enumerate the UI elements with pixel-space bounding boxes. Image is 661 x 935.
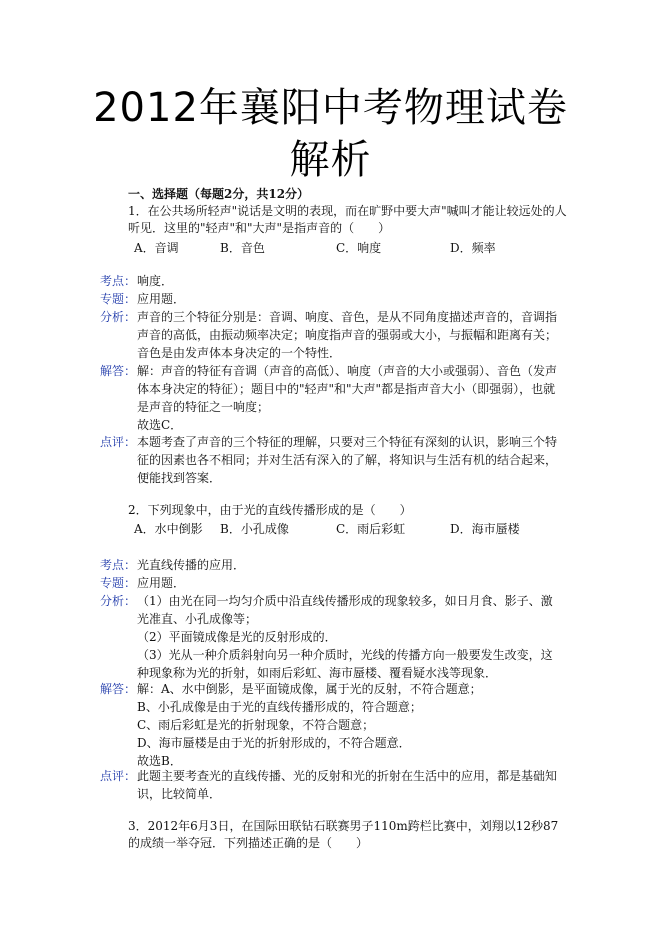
question-2-option-b: B．小孔成像	[220, 522, 289, 536]
q2-fenxi	[137, 592, 561, 682]
dianping-label: 点评：	[100, 769, 137, 783]
jieda-label: 解答：	[100, 364, 137, 378]
q2-jieda	[137, 680, 561, 770]
section-heading: 一、选择题（每题2分，共12分）	[128, 187, 310, 201]
kaodian-label: 考点：	[100, 558, 137, 572]
q1-zhuanti: 应用题．	[137, 292, 186, 306]
page-title: 2012年襄阳中考物理试卷	[93, 85, 568, 131]
q1-dianping: 本题考查了声音的三个特征的理解，只要对三个特征有深刻的认识，影响三个特征的因素也各不相同；并对生活有深入的了解，将知识与生活有机的结合起来，便能找到答案．	[137, 435, 558, 485]
q2-jieda-line-d: D、海市蜃楼是由于光的折射形成的，不符合题意．	[137, 736, 411, 750]
q1-jieda	[137, 362, 561, 434]
q1-kaodian: 响度．	[137, 274, 174, 288]
fenxi-label: 分析：	[100, 594, 137, 608]
fenxi-label: 分析：	[100, 310, 137, 324]
question-2-text: 2．下列现象中，由于光的直线传播形成的是（ ）	[128, 503, 412, 517]
q2-dianping: 此题主要考查光的直线传播、光的反射和光的折射在生活中的应用，都是基础知识，比较简单．	[137, 769, 558, 801]
zhuanti-label: 专题：	[100, 576, 137, 590]
question-2-option-a: A．水中倒影	[134, 522, 203, 536]
page-title-line2: 解析	[289, 137, 372, 183]
dianping-label: 点评：	[100, 435, 137, 449]
question-1-text: 1．在公共场所轻声"说话是文明的表现，而在旷野中要大声"喊叫才能让较远处的人听见．这里的"轻声"和"大声"是指声音的（ ）	[128, 204, 567, 235]
q2-fenxi-line-2: （2）平面镜成像是光的反射形成的．	[137, 630, 337, 644]
question-1-option-d: D．频率	[450, 241, 496, 255]
question-1-option-b: B．音色	[220, 241, 265, 255]
question-3-text: 3．2012年6月3日，在国际田联钻石联赛男子110m跨栏比赛中，刘翔以12秒87的成绩一举夺冠．下列描述正确的是（ ）	[128, 819, 559, 850]
q2-zhuanti: 应用题．	[137, 576, 186, 590]
q2-fenxi-line-3: （3）光从一种介质斜射向另一种介质时，光线的传播方向一般要发生改变，这种现象称为光的折射，如雨后彩虹、海市蜃楼、覆看疑水浅等现象．	[137, 648, 553, 680]
kaodian-label: 考点：	[100, 274, 137, 288]
jieda-label: 解答：	[100, 682, 137, 696]
q2-jieda-answer: 故选B．	[137, 754, 182, 768]
q1-fenxi: 声音的三个特征分别是：音调、响度、音色，是从不同角度描述声音的，音调指声音的高低，由振动频率决定；响度指声音的强弱或大小，与振幅和距离有关；音色是由发声体本身决定的一个特性．	[137, 310, 558, 360]
zhuanti-label: 专题：	[100, 292, 137, 306]
question-2-option-d: D．海市蜃楼	[450, 522, 520, 536]
q2-jieda-line-b: B、小孔成像是由于光的直线传播形成的，符合题意；	[137, 700, 422, 714]
q2-kaodian: 光直线传播的应用．	[137, 558, 246, 572]
q2-jieda-line-a: 解：A、水中倒影，是平面镜成像，属于光的反射，不符合题意；	[137, 682, 482, 696]
question-1-option-c: C．响度	[336, 241, 382, 255]
question-2-option-c: C．雨后彩虹	[336, 522, 406, 536]
q1-jieda-answer: 故选C．	[137, 418, 183, 432]
q2-jieda-line-c: C、雨后彩虹是光的折射现象，不符合题意；	[137, 718, 375, 732]
question-1-option-a: A．音调	[134, 241, 179, 255]
q2-fenxi-line-1: （1）由光在同一均匀介质中沿直线传播形成的现象较多，如日月食、影子、激光准直、小孔成像等；	[137, 594, 553, 626]
q1-jieda-line: 解：声音的特征有音调（声音的高低）、响度（声音的大小或强弱）、音色（发声体本身决定的特征）；题目中的"轻声"和"大声"都是指声音大小（即强弱），也就是声音的特征之一响度；	[137, 364, 558, 414]
